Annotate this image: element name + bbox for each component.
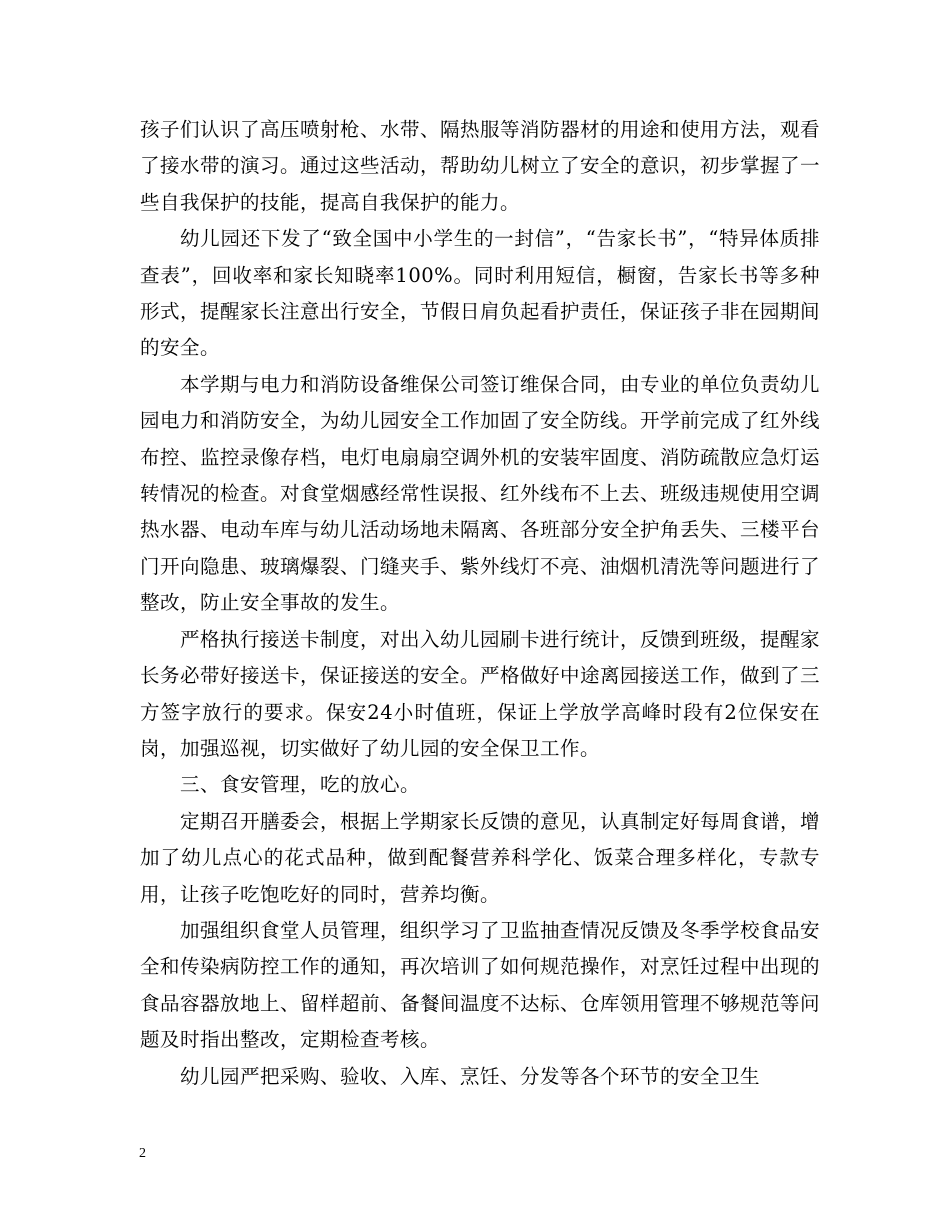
- paragraph-3: 本学期与电力和消防设备维保公司签订维保合同，由专业的单位负责幼儿园电力和消防安全，为幼儿园安全工作加固了安全防线。开学前完成了红外线布控、监控录像存档，电灯电扇扇空调外机的安装牢固度、消防疏散应急灯运转情况的检查。对食堂烟感经常性误报、红外线布不上去、班级违规使用空调热水器、电动车库与幼儿活动场地未隔离、各班部分安全护角丢失、三楼平台门开向隐患、玻璃爆裂、门缝夹手、紫外线灯不亮、油烟机清洗等问题进行了整改，防止安全事故的发生。: [140, 372, 821, 615]
- body-text: [140, 112, 820, 1095]
- paragraph-7: 加强组织食堂人员管理，组织学习了卫监抽查情况反馈及冬季学校食品安全和传染病防控工作的通知，再次培训了如何规范操作，对烹饪过程中出现的食品容器放地上、留样超前、备餐间温度不达标、仓库领用管理不够规范等问题及时指出整改，定期检查考核。: [140, 918, 821, 1052]
- paragraph-1: 孩子们认识了高压喷射枪、水带、隔热服等消防器材的用途和使用方法，观看了接水带的演习。通过这些活动，帮助幼儿树立了安全的意识，初步掌握了一些自我保护的技能，提高自我保护的能力。: [140, 118, 821, 214]
- paragraph-2: 幼儿园还下发了“致全国中小学生的一封信”，“告家长书”，“特异体质排查表”，回收率和家长知晓率100%。同时利用短信，橱窗，告家长书等多种形式，提醒家长注意出行安全，节假日肩负起看护责任，保证孩子非在园期间的安全。: [140, 227, 821, 360]
- paragraph-6: 定期召开膳委会，根据上学期家长反馈的意见，认真制定好每周食谱，增加了幼儿点心的花式品种，做到配餐营养科学化、饭菜合理多样化，专款专用，让孩子吃饱吃好的同时，营养均衡。: [140, 809, 821, 906]
- paragraph-8: 幼儿园严把采购、验收、入库、烹饪、分发等各个环节的安全卫生: [180, 1064, 761, 1088]
- page-number: 2: [139, 1146, 146, 1161]
- section-heading-food-safety: 三、食安管理，吃的放心。: [180, 773, 421, 797]
- paragraph-4: 严格执行接送卡制度，对出入幼儿园刷卡进行统计，反馈到班级，提醒家长务必带好接送卡，保证接送的安全。严格做好中途离园接送工作，做到了三方签字放行的要求。保安24小时值班，保证上学放学高峰时段有2位保安在岗，加强巡视，切实做好了幼儿园的安全保卫工作。: [140, 627, 821, 760]
